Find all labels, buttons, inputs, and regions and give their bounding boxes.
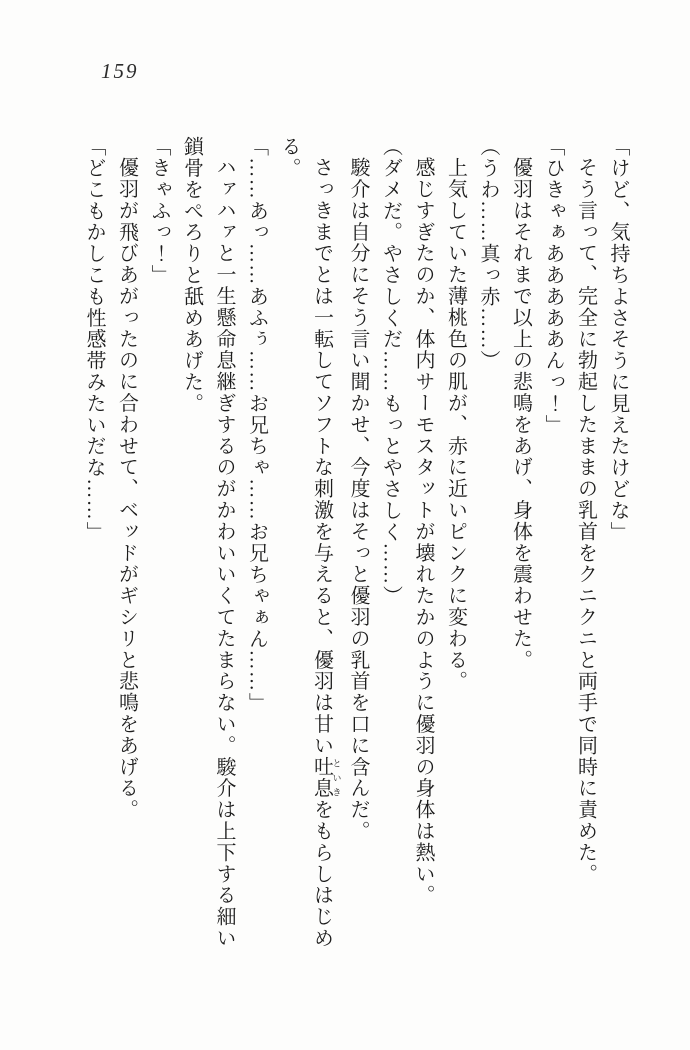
text-column: 優羽はそれまで以上の悲鳴をあげ、身体を震わせた。 bbox=[509, 157, 532, 671]
text-column: 「けど、気持ちよさそうに見えたけどな」 bbox=[607, 136, 629, 543]
page-number: 159 bbox=[101, 59, 139, 83]
text-column: そう言って、完全に勃起したままの乳首をクニクニと両手で同時に責めた。 bbox=[574, 157, 597, 885]
text-column: 「……あっ……あふぅ……お兄ちゃ……お兄ちゃぁん……」 bbox=[245, 136, 268, 714]
text-column: （うわ……真っ赤……） bbox=[477, 136, 499, 372]
text-column: （ダメだ。やさしくだ……もっとやさしく……） bbox=[379, 136, 402, 607]
text-column: 優羽が飛びあがったのに合わせて、ベッドがギシリと悲鳴をあげる。 bbox=[115, 157, 138, 821]
text-column: さっきまでとは一転してソフトな刺激を与えると、優羽は甘い吐息 といきをもらしはじめ bbox=[310, 157, 342, 949]
vertical-text-block bbox=[78, 136, 635, 1021]
text-column: 駿介は自分にそう言い聞かせ、今度はそっと優羽の乳首を口に含んだ。 bbox=[347, 157, 369, 842]
text-column: 「どこもかしこも性感帯みたいだな……」 bbox=[83, 136, 105, 543]
text-column: ハァハァと一生懸命息継ぎするのがかわいいくてたまらない。駿介は上下する細い bbox=[213, 157, 235, 949]
text-column: る。 bbox=[278, 136, 300, 179]
text-column: 「ひきゃぁあああああんっ！」 bbox=[542, 136, 564, 436]
text-column: 感じすぎたのか、体内サーモスタットが壊れたかのように優羽の身体は熱い。 bbox=[412, 157, 434, 906]
text-column: 上気していた薄桃色の肌が、赤に近いピンクに変わる。 bbox=[444, 157, 467, 692]
text-column: 鎖骨をぺろりと舐めあげた。 bbox=[180, 136, 203, 415]
text-column: 「きゃふっ！」 bbox=[148, 136, 170, 286]
ruby-annotated-word: 吐息 といき bbox=[310, 756, 342, 800]
